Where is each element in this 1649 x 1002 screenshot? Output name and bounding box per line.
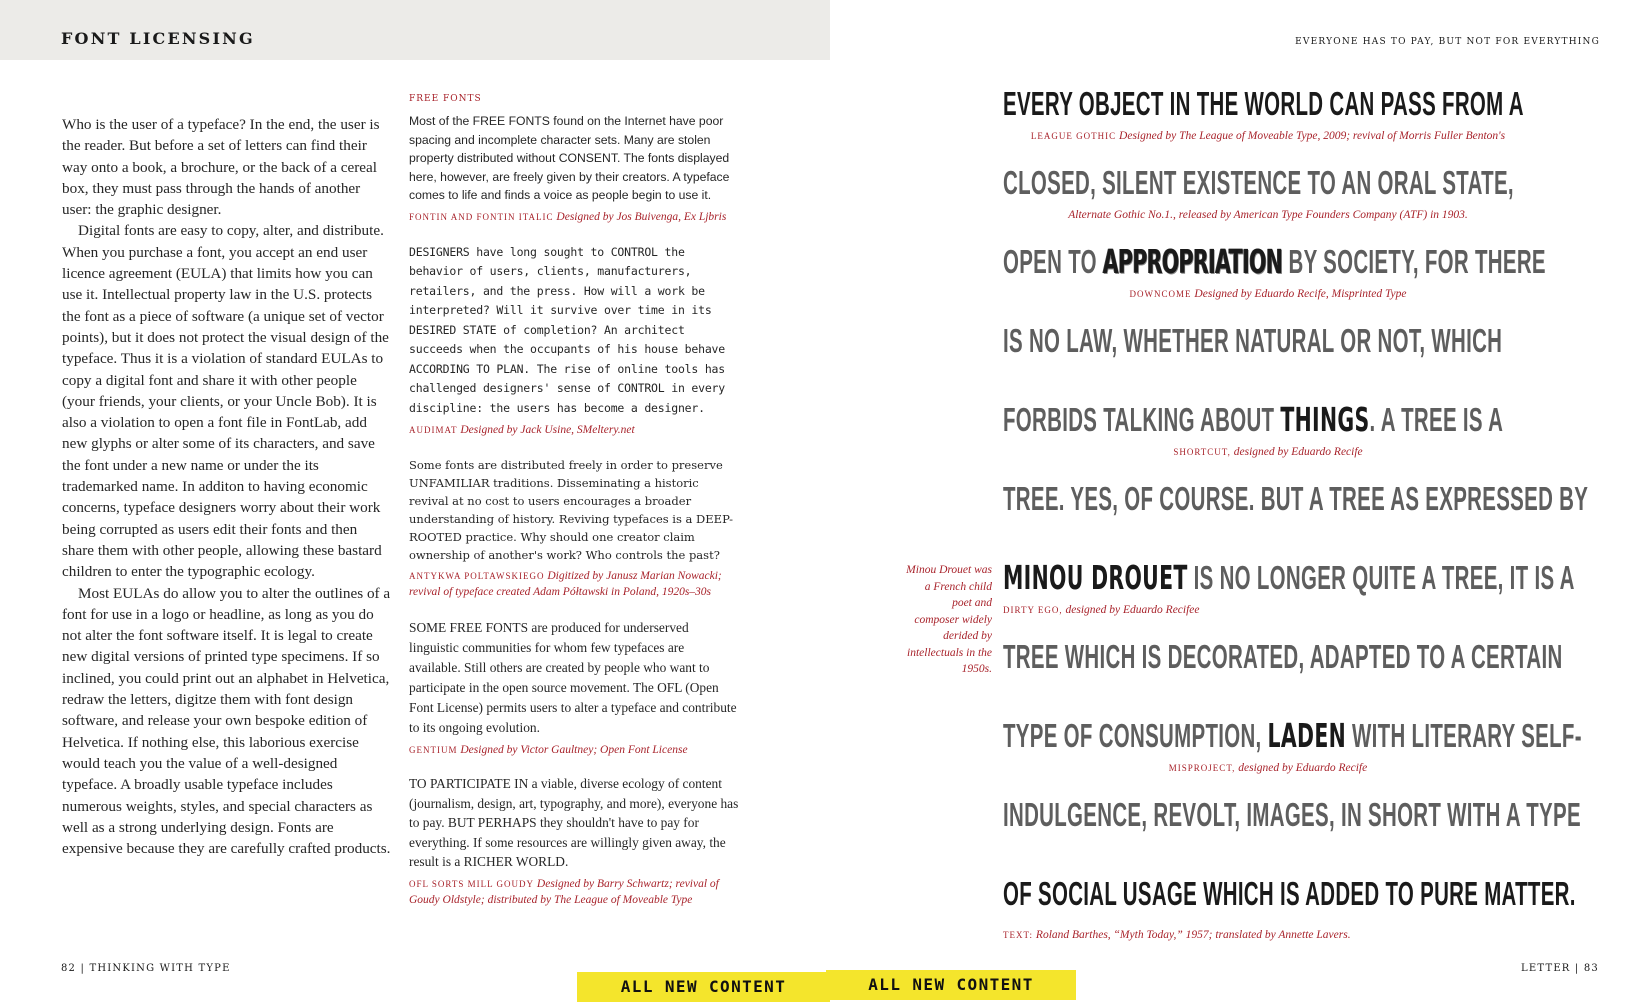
font-credit: [409, 742, 739, 758]
sidebar-body: DESIGNERS have long sought to CONTROL the behavior of users, clients, manufacturers, retailers, and the press. How will a work be interpreted? Will it survive over time in its DESIRED STATE of completion? An architect succeeds when the occupants of his house behave ACCORDING TO PLAN. The rise of online tools has challenged designers' sense of CONTROL in every discipline: the users has become a designer.: [409, 244, 726, 415]
font-name: SHORTCUT,: [1173, 447, 1231, 457]
caption-text: designed by Eduardo Recife: [1238, 762, 1368, 774]
highlight-word-laden: LADEN: [1267, 716, 1347, 755]
main-body-text: [62, 114, 392, 859]
line-spacer: [1003, 835, 1533, 874]
font-name: ANTYKWA POLTAWSKIEGO: [409, 571, 545, 581]
caption-text: Alternate Gothic No.1., released by American Type Founders Company (ATF) in 1903.: [1068, 209, 1468, 221]
display-line: [1003, 558, 1575, 598]
body-paragraph: Who is the user of a typeface? In the end, the user is the reader. But before a set of letters can find their way onto a book, a brochure, or the back of a cereal box, they must pass through the hands of another user: the graphic designer.: [62, 116, 380, 219]
display-line: TREE. YES, OF COURSE. BUT A TREE AS EXPRESSED BY: [1003, 480, 1589, 517]
credit-text: Designed by Victor Gaultney; Open Font License: [460, 744, 688, 756]
line-spacer: [1003, 519, 1533, 558]
highlight-word-minou-drouet: MINOU DROUET: [1003, 558, 1188, 597]
font-caption: [1003, 124, 1533, 163]
display-line: IS NO LAW, WHETHER NATURAL OR NOT, WHICH: [1003, 322, 1503, 359]
sidebar-block: [409, 618, 739, 758]
credit-text: Designed by Jos Buivenga, Ex Ljbris: [556, 210, 727, 223]
sidebar-label: FREE FONTS: [409, 94, 482, 104]
font-name: AUDIMAT: [409, 425, 458, 435]
display-line: TREE WHICH IS DECORATED, ADAPTED TO A CERTAIN: [1003, 638, 1563, 675]
font-name: GENTIUM: [409, 745, 458, 755]
font-name: MISPROJECT,: [1168, 763, 1236, 773]
sidebar-block: [409, 456, 739, 600]
credit-text: Digitized by Janusz Marian Nowacki; revival of typeface created Adam Półtawski in Poland, 1920s–30s: [409, 570, 722, 598]
font-name: DOWNCOME: [1129, 289, 1192, 299]
running-title-left: FONT LICENSING: [61, 29, 255, 48]
display-text: FORBIDS TALKING ABOUT: [1003, 401, 1281, 438]
font-credit: [409, 422, 739, 438]
display-line: [1003, 242, 1546, 282]
body-paragraph: Most EULAs do allow you to alter the outlines of a font for use in a logo or headline, as long as you do not alter the font software itself. It is legal to create new digital versions of printed type specimens. If so inclined, you could print out an alphabet in Helvetica, redraw the letters, digitze them with font design software, and release your own bespoke edition of Helvetica. If nothing else, this laborious exercise would teach you the value of a well-designed typeface. A broadly usable typeface includes numerous weights, styles, and special characters as well as a strong underlying design. Fonts are expensive because they are carefully crafted products.: [62, 584, 391, 858]
display-line: [1003, 716, 1582, 756]
display-text: WITH LITERARY SELF-: [1346, 717, 1582, 754]
display-text: IS NO LONGER QUITE A TREE, IT IS A: [1187, 559, 1575, 596]
free-fonts-sidebar: [409, 94, 739, 918]
sidebar-block: [409, 774, 739, 908]
display-line: [1003, 400, 1533, 440]
body-paragraph: Digital fonts are easy to copy, alter, and distribute. When you purchase a font, you accept an end user licence agreement (EULA) that limits how you can use it. Intellectual property law in the U.S. protects the font as a piece of software (a unique set of vector points), but it does not protect the visual design of the typeface. Thus it is a violation of standard EULAs to copy a digital font and share it with other people (your friends, your clients, or your Uncle Bob). It is also a violation to open a font file in FontLab, add new glyphs or alter some of its characters, and save the font under a new name or under the its trademarked name. In additon to having economic concerns, typeface designers worry about their work being corrupted as users edit their fonts and then share them with other people, allowing these bastard children to enter the typographic ecology.: [62, 222, 389, 581]
display-line: OF SOCIAL USAGE WHICH IS ADDED TO PURE MATTER.: [1003, 875, 1576, 912]
folio-right: LETTER | 83: [1521, 963, 1599, 974]
caption-text: designed by Eduardo Recifee: [1065, 604, 1200, 616]
new-content-banner-right: ALL NEW CONTENT: [826, 970, 1076, 1000]
display-type-specimen: [1003, 84, 1589, 914]
sidebar-block: [409, 112, 739, 225]
display-text: . A TREE IS A: [1369, 401, 1504, 438]
line-spacer: [1003, 361, 1533, 400]
font-caption: [1003, 598, 1533, 637]
font-caption: [1003, 440, 1533, 479]
display-line: CLOSED, SILENT EXISTENCE TO AN ORAL STATE,: [1003, 164, 1514, 201]
credit-text: Roland Barthes, “Myth Today,” 1957; translated by Annette Lavers.: [1035, 929, 1351, 941]
display-text: TYPE OF CONSUMPTION,: [1003, 717, 1268, 754]
display-line: EVERY OBJECT IN THE WORLD CAN PASS FROM A: [1003, 85, 1524, 122]
caption-text: designed by Eduardo Recife: [1233, 446, 1363, 458]
font-credit: [409, 568, 739, 600]
credit-text: Designed by Barry Schwartz; revival of Goudy Oldstyle; distributed by The League of Moveable Type: [409, 877, 719, 906]
font-caption: [1003, 282, 1533, 321]
folio-left: 82 | THINKING WITH TYPE: [61, 963, 231, 974]
font-name: OFL SORTS MILL GOUDY: [409, 878, 535, 889]
highlight-word-things: THINGS: [1280, 400, 1370, 439]
font-credit: [409, 209, 739, 225]
sidebar-body: TO PARTICIPATE IN a viable, diverse ecology of content (journalism, design, art, typography, and more), everyone has to pay. BUT PERHAPS they shouldn't have to pay for everything. If some resources are willingly given away, the result is a RICHER WORLD.: [409, 776, 739, 869]
font-caption: [1003, 756, 1533, 795]
margin-note: Minou Drouet was a French child poet and composer widely derided by intellectuals in the 1950s.: [906, 564, 992, 675]
text-credit: [1003, 929, 1351, 941]
font-name: DIRTY EGO,: [1003, 605, 1063, 615]
credit-text: Designed by Jack Usine, SMeltery.net: [460, 424, 635, 436]
display-text: BY SOCIETY, FOR THERE: [1282, 243, 1546, 280]
caption-text: Designed by The League of Moveable Type, 2009; revival of Morris Fuller Benton's: [1119, 130, 1506, 142]
sidebar-body: SOME FREE FONTS are produced for underserved linguistic communities for whom few typefaces are available. Still others are created by people who want to participate in the open source movement. The OFL (Open Font License) permits users to alter a typeface and contribute to its ongoing evolution.: [409, 620, 737, 735]
new-content-banner-left: ALL NEW CONTENT: [577, 972, 830, 1002]
sidebar-body: Most of the FREE FONTS found on the Internet have poor spacing and incomplete character sets. Many are stolen property distributed without CONSENT. The fonts displayed here, however, are freely given by their creators. A typeface comes to life and finds a voice as people begin to use it.: [409, 114, 730, 202]
credit-label: TEXT:: [1003, 930, 1034, 940]
caption-text: Designed by Eduardo Recife, Misprinted Type: [1194, 288, 1407, 300]
sidebar-body: Some fonts are distributed freely in order to preserve UNFAMILIAR traditions. Disseminating a historic revival at no cost to users encourages a broader understanding of history. Reviving typefaces is a DEEP-ROOTED practice. Why should one creator claim ownership of another's work? Who controls the past?: [409, 458, 734, 562]
font-name: LEAGUE GOTHIC: [1030, 131, 1117, 141]
display-line: INDULGENCE, REVOLT, IMAGES, IN SHORT WITH A TYPE: [1003, 796, 1581, 833]
font-caption: [1003, 203, 1533, 242]
sidebar-block: [409, 243, 739, 439]
font-credit: [409, 876, 739, 908]
font-name: FONTIN AND FONTIN ITALIC: [409, 211, 554, 222]
running-title-right: EVERYONE HAS TO PAY, BUT NOT FOR EVERYTHING: [1295, 37, 1600, 47]
highlight-word-appropriation: APPROPRIATION: [1102, 242, 1283, 281]
display-text: OPEN TO: [1003, 243, 1103, 280]
line-spacer: [1003, 677, 1533, 716]
